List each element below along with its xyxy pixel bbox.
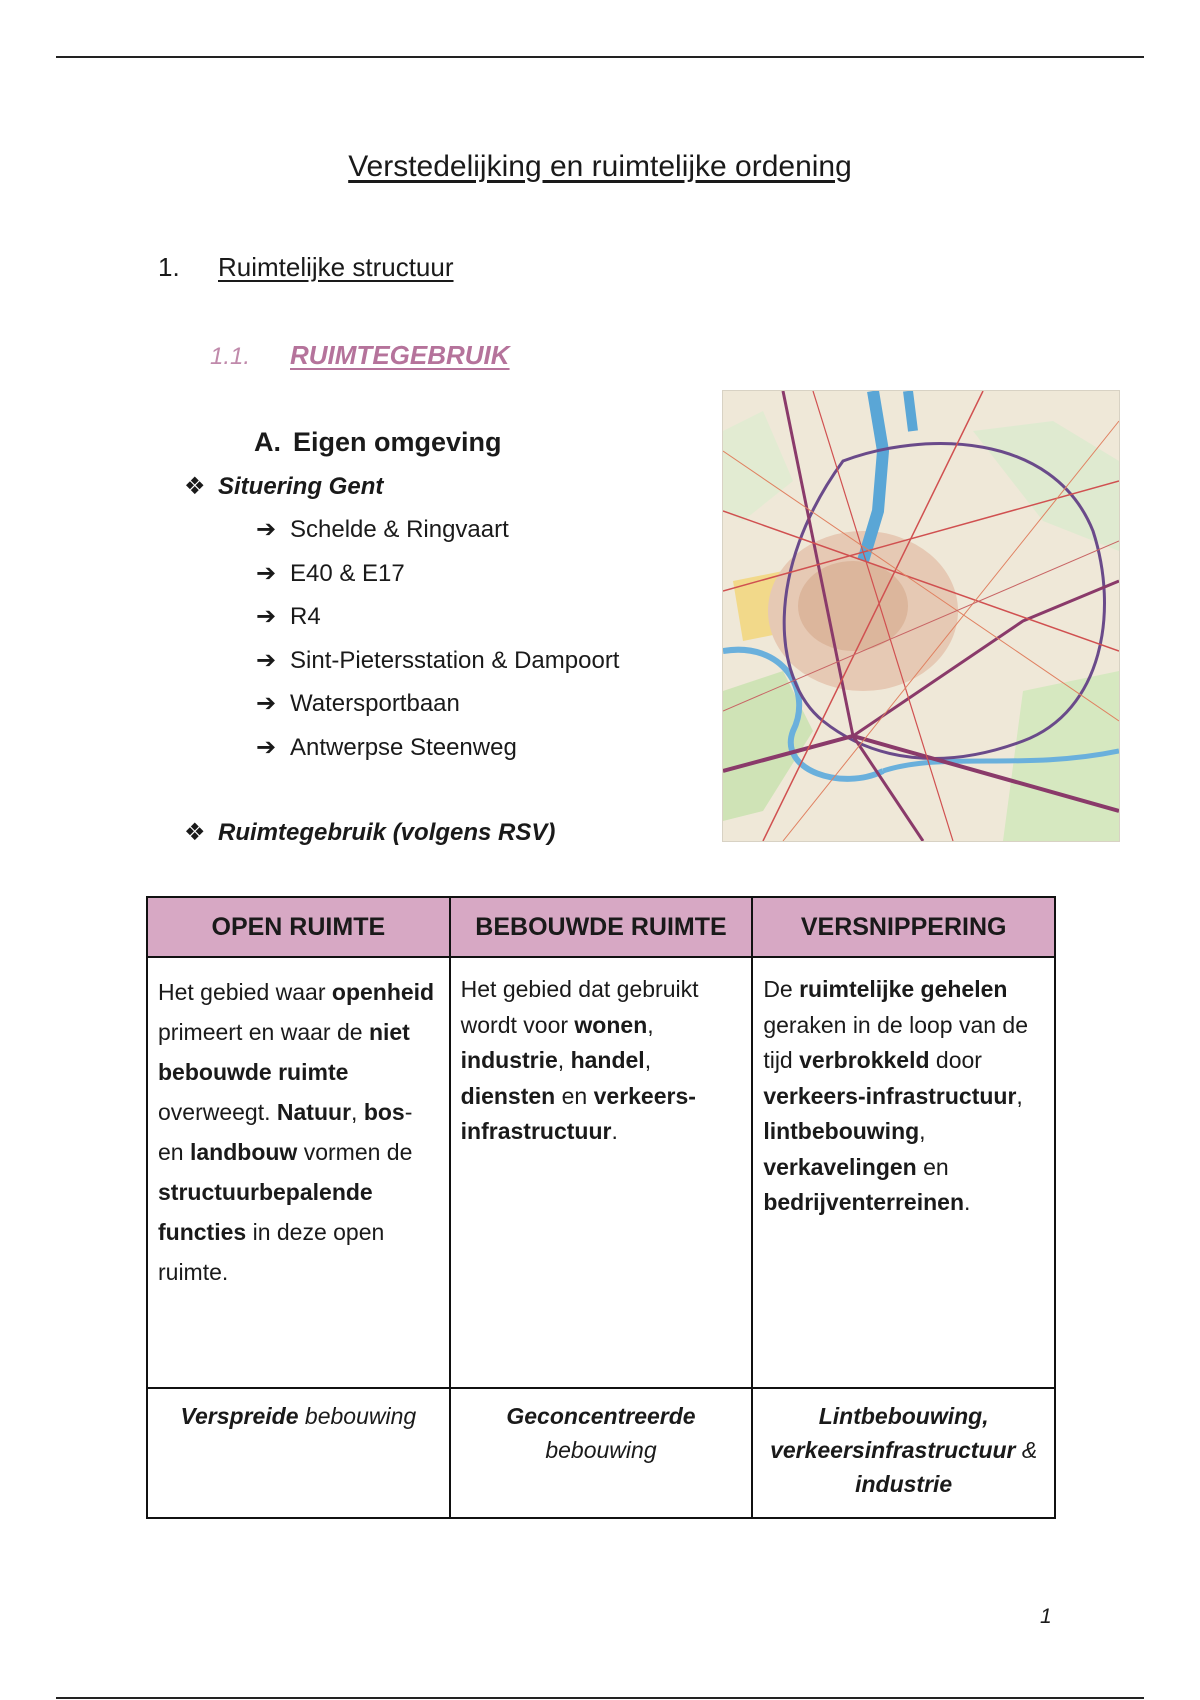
diamond-bullet-icon: ❖ <box>184 819 206 846</box>
column-header: BEBOUWDE RUIMTE <box>450 897 753 957</box>
text-run: verbrokkeld <box>799 1047 930 1073</box>
text-run: verkeers-infrastructuur <box>460 1082 696 1144</box>
text-run: & <box>1015 1437 1038 1463</box>
footer-rule <box>56 1697 1144 1699</box>
page-number: 1 <box>1040 1605 1052 1628</box>
text-run: , <box>919 1118 926 1144</box>
text-run: en <box>555 1082 594 1109</box>
bullet-ruimtegebruik <box>184 818 555 847</box>
section-title: Ruimtelijke structuur <box>218 252 454 282</box>
text-run: Het gebied waar <box>158 979 332 1005</box>
ruimtegebruik-table <box>146 896 1056 1519</box>
section-heading <box>158 252 454 283</box>
table-cell-caption <box>450 1388 753 1518</box>
text-run: , <box>647 1011 654 1038</box>
list-item: ➔ Sint-Pietersstation & Dampoort <box>256 646 620 674</box>
subsection-number: 1.1. <box>210 343 251 370</box>
column-header: OPEN RUIMTE <box>147 897 450 957</box>
text-run: openheid <box>331 979 435 1005</box>
text-run: bos <box>363 1099 405 1125</box>
text-run: geraken in de loop van de tijd <box>763 1011 1029 1073</box>
table-row <box>147 1388 1055 1518</box>
text-run: Natuur <box>276 1099 352 1125</box>
text-run: Het gebied dat gebruikt wordt voor <box>460 976 699 1038</box>
text-run: , <box>1016 1082 1023 1109</box>
text-run: overweegt. <box>158 1099 277 1125</box>
section-number: 1. <box>158 252 180 282</box>
subheading-letter: A. <box>254 427 281 457</box>
text-run: verkeers-infrastructuur <box>763 1082 1017 1109</box>
arrow-right-icon: ➔ <box>256 603 277 631</box>
text-run: diensten <box>460 1082 556 1109</box>
table-row <box>147 957 1055 1388</box>
table-cell-caption <box>752 1388 1055 1518</box>
bullet-situering <box>184 472 383 501</box>
table-cell-caption <box>147 1388 450 1518</box>
text-run: . <box>964 1189 971 1215</box>
list-item: ➔ Schelde & Ringvaart <box>256 516 509 543</box>
text-run: , <box>351 1099 364 1125</box>
text-run: industrie <box>460 1047 558 1073</box>
table-header-row <box>147 897 1055 957</box>
text-run: lintbebouwing <box>763 1118 920 1144</box>
text-run: bebouwing <box>545 1437 657 1463</box>
text-run: - en <box>158 1099 413 1165</box>
arrow-right-icon: ➔ <box>256 516 277 543</box>
table-cell-description <box>450 957 753 1388</box>
text-run: in deze open ruimte. <box>158 1219 385 1285</box>
column-header: VERSNIPPERING <box>752 897 1055 957</box>
text-run: primeert en waar de <box>158 1019 369 1045</box>
text-run: industrie <box>855 1471 953 1497</box>
bullet-label: Situering Gent <box>218 473 384 500</box>
list-item: ➔ Watersportbaan <box>256 690 460 718</box>
text-run: verkavelingen <box>763 1153 917 1180</box>
text-run: , <box>644 1047 652 1073</box>
text-run: Lintbebouwing, verkeersinfrastructuur <box>770 1403 1016 1463</box>
page-title: Verstedelijking en ruimtelijke ordening <box>348 150 852 183</box>
text-run: handel <box>570 1047 645 1073</box>
bullet-label: Ruimtegebruik (volgens RSV) <box>218 819 556 846</box>
table-cell-description <box>752 957 1055 1388</box>
text-run: De <box>763 976 800 1002</box>
text-run: , <box>557 1047 571 1073</box>
list-item: ➔ E40 & E17 <box>256 559 405 587</box>
text-run: Geconcentreerde <box>506 1403 696 1429</box>
diamond-bullet-icon: ❖ <box>184 473 206 500</box>
arrow-right-icon: ➔ <box>256 690 277 718</box>
map-image-gent <box>722 390 1120 842</box>
text-run: . <box>611 1118 618 1144</box>
arrow-right-icon: ➔ <box>256 733 277 761</box>
subheading <box>254 427 502 458</box>
subheading-title: Eigen omgeving <box>293 427 502 457</box>
subsection-heading <box>210 340 510 371</box>
arrow-right-icon: ➔ <box>256 646 277 674</box>
subsection-title: RUIMTEGEBRUIK <box>290 340 510 370</box>
list-item: ➔ Antwerpse Steenweg <box>256 733 517 761</box>
location-list <box>256 516 619 778</box>
text-run: en <box>916 1153 949 1180</box>
text-run: structuurbepalende functies <box>158 1179 373 1245</box>
text-run: Verspreide <box>180 1403 299 1429</box>
text-run: wonen <box>574 1011 648 1038</box>
text-run: ruimtelijke gehelen <box>799 976 1008 1002</box>
text-run: vormen de <box>297 1139 413 1165</box>
table-cell-description <box>147 957 450 1388</box>
text-run: landbouw <box>189 1139 298 1165</box>
arrow-right-icon: ➔ <box>256 559 277 587</box>
text-run: niet bebouwde ruimte <box>158 1019 410 1085</box>
text-run: door <box>929 1047 982 1073</box>
list-item: ➔ R4 <box>256 603 321 631</box>
text-run: bedrijventerreinen <box>763 1189 964 1215</box>
text-run: bebouwing <box>298 1403 417 1429</box>
header-rule <box>56 56 1144 58</box>
